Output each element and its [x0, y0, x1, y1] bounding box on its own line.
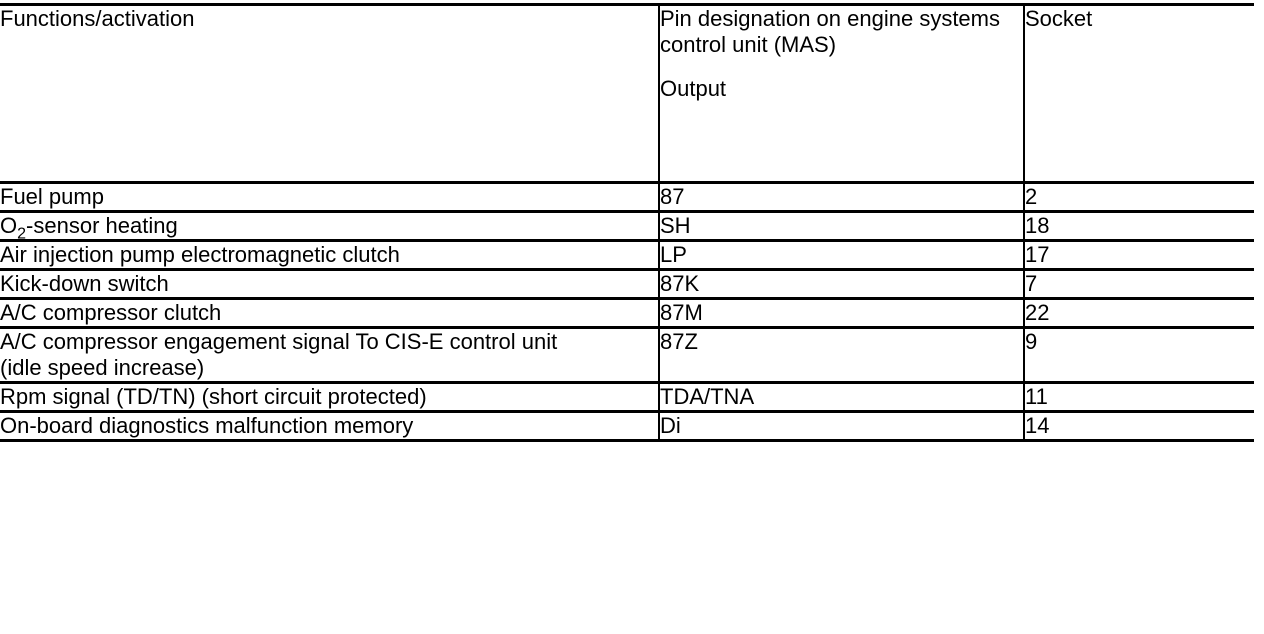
table-row: [0, 328, 1254, 383]
row-function: Kick-down switch: [0, 270, 659, 299]
row-function: Rpm signal (TD/TN) (short circuit protected): [0, 383, 659, 412]
table-row: [0, 183, 1254, 212]
row-output: TDA/TNA: [659, 383, 1024, 412]
row-function: On-board diagnostics malfunction memory: [0, 412, 659, 441]
function-prefix: O: [0, 213, 18, 238]
table-row: [0, 212, 1254, 241]
table-row: [0, 270, 1254, 299]
row-function-text: A/C compressor engagement signal To CIS-E control unit (idle speed increase): [0, 329, 558, 380]
row-socket: 7: [1024, 270, 1254, 299]
header-socket: Socket: [1025, 6, 1093, 31]
row-function: Fuel pump: [0, 183, 659, 212]
row-output: Di: [659, 412, 1024, 441]
table-row: [0, 412, 1254, 441]
pin-assignment-table: [0, 3, 1254, 442]
table-header-row: [0, 5, 1254, 183]
row-output: SH: [659, 212, 1024, 241]
header-pin-designation-text: Pin designation on engine systems control unit (MAS): [660, 6, 1000, 57]
header-pin-designation: [659, 5, 1024, 183]
row-output: 87K: [659, 270, 1024, 299]
row-output: 87: [659, 183, 1024, 212]
row-function: A/C compressor clutch: [0, 299, 659, 328]
function-subscript: 2: [17, 225, 27, 243]
header-functions: Functions/activation: [0, 5, 659, 183]
row-socket: 11: [1024, 383, 1254, 412]
row-function: [0, 328, 659, 383]
row-output: LP: [659, 241, 1024, 270]
table-row: [0, 383, 1254, 412]
row-socket: 18: [1024, 212, 1254, 241]
row-socket: 17: [1024, 241, 1254, 270]
table-row: [0, 299, 1254, 328]
row-output: 87Z: [659, 328, 1024, 383]
row-socket: 14: [1024, 412, 1254, 441]
row-socket: 9: [1024, 328, 1254, 383]
header-output: Output: [660, 76, 727, 101]
row-socket: 22: [1024, 299, 1254, 328]
row-function: Air injection pump electromagnetic clutch: [0, 241, 659, 270]
header-socket-cell: [1024, 5, 1254, 183]
row-socket: 2: [1024, 183, 1254, 212]
row-function: [0, 212, 659, 241]
table-row: [0, 241, 1254, 270]
row-output: 87M: [659, 299, 1024, 328]
function-suffix: -sensor heating: [26, 213, 178, 238]
